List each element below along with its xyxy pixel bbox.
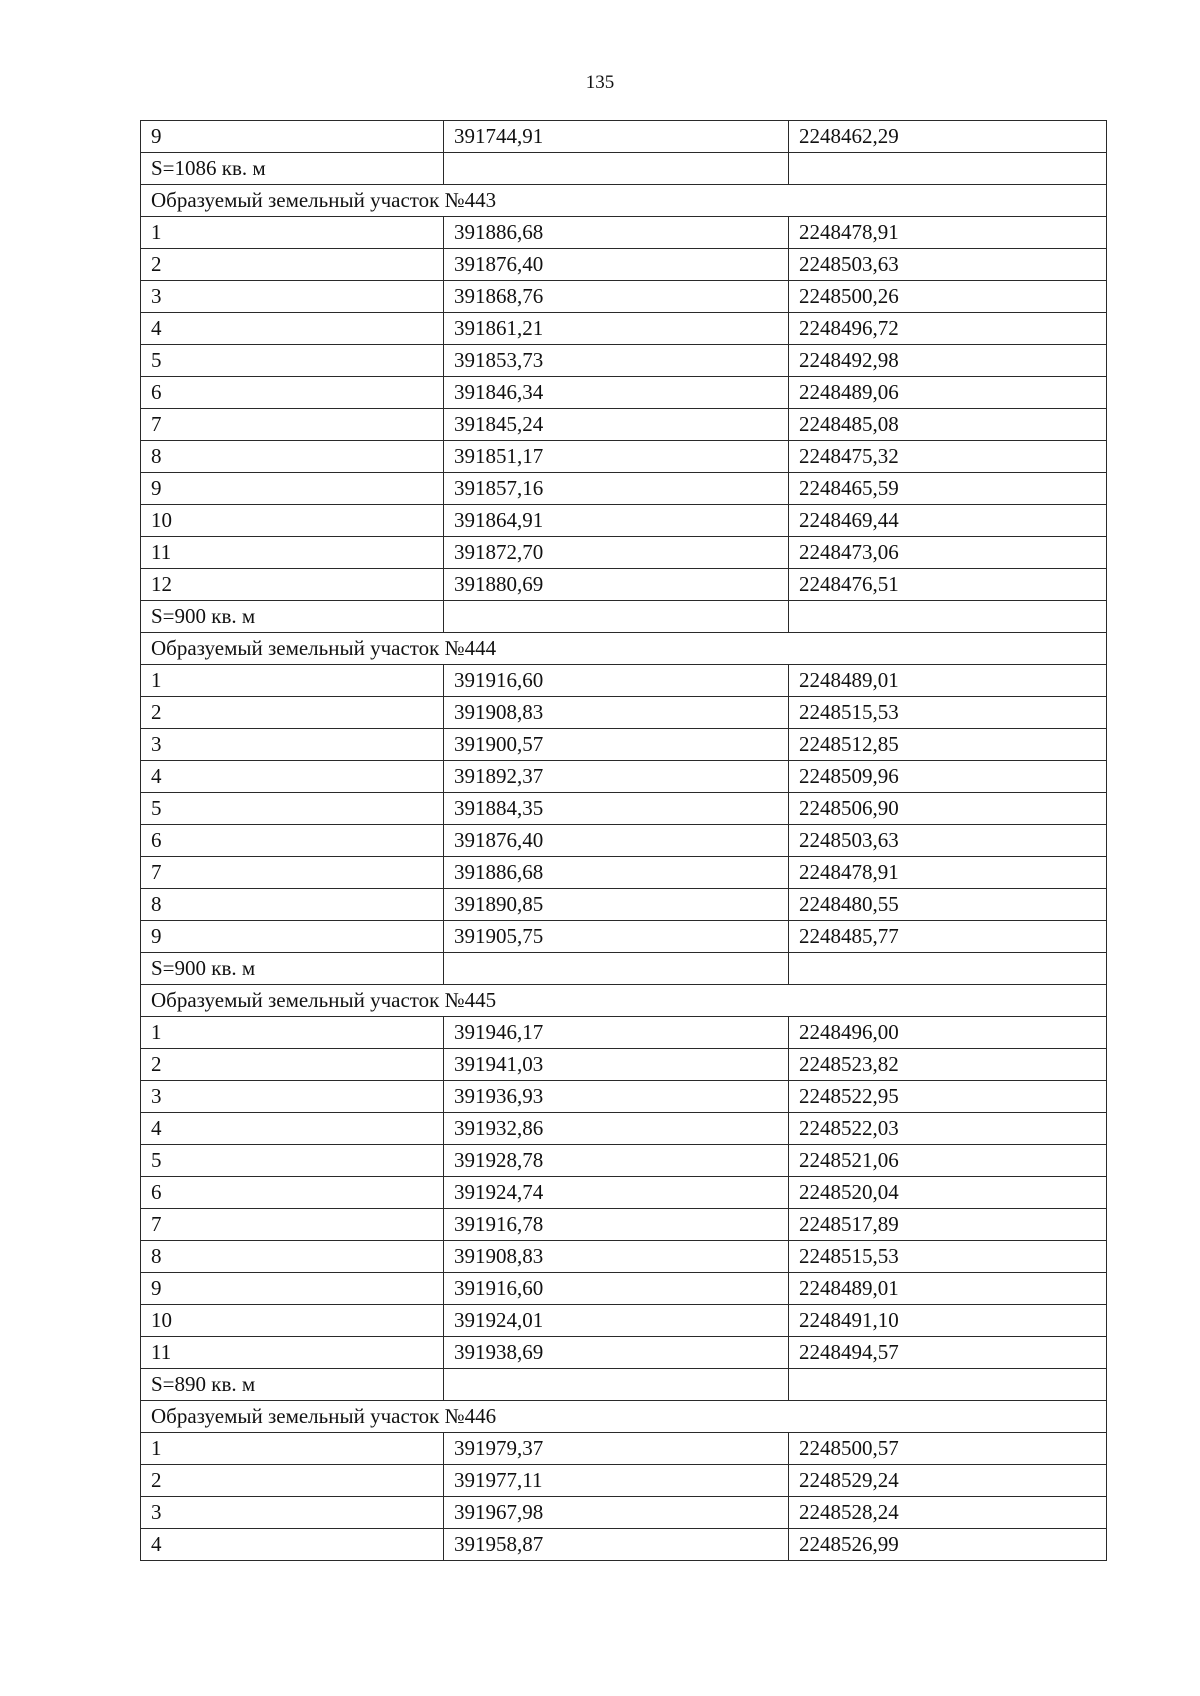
y-coordinate-cell: 2248475,32 <box>789 441 1107 473</box>
point-number-cell: 9 <box>141 1273 444 1305</box>
parcel-header-row <box>141 185 1107 217</box>
point-number-cell: 2 <box>141 1049 444 1081</box>
point-number-cell: 7 <box>141 1209 444 1241</box>
y-coordinate-cell: 2248517,89 <box>789 1209 1107 1241</box>
area-row <box>141 601 1107 633</box>
y-coordinate-cell: 2248503,63 <box>789 249 1107 281</box>
table-row <box>141 409 1107 441</box>
x-coordinate-cell: 391905,75 <box>444 921 789 953</box>
point-number-cell: 1 <box>141 1433 444 1465</box>
table-row <box>141 1113 1107 1145</box>
table-row <box>141 281 1107 313</box>
x-coordinate-cell: 391941,03 <box>444 1049 789 1081</box>
point-number-cell: 12 <box>141 569 444 601</box>
table-row <box>141 1017 1107 1049</box>
point-number-cell: 2 <box>141 249 444 281</box>
area-row <box>141 153 1107 185</box>
point-number-cell: 1 <box>141 217 444 249</box>
x-coordinate-cell: 391916,60 <box>444 665 789 697</box>
y-coordinate-cell: 2248500,57 <box>789 1433 1107 1465</box>
x-coordinate-cell: 391880,69 <box>444 569 789 601</box>
empty-cell <box>444 601 789 633</box>
point-number-cell: 4 <box>141 1113 444 1145</box>
x-coordinate-cell: 391908,83 <box>444 697 789 729</box>
table-row <box>141 1337 1107 1369</box>
y-coordinate-cell: 2248492,98 <box>789 345 1107 377</box>
y-coordinate-cell: 2248520,04 <box>789 1177 1107 1209</box>
x-coordinate-cell: 391744,91 <box>444 121 789 153</box>
point-number-cell: 7 <box>141 409 444 441</box>
table-row <box>141 217 1107 249</box>
table-row <box>141 889 1107 921</box>
x-coordinate-cell: 391932,86 <box>444 1113 789 1145</box>
parcel-header-cell: Образуемый земельный участок №445 <box>141 985 1107 1017</box>
y-coordinate-cell: 2248489,01 <box>789 1273 1107 1305</box>
x-coordinate-cell: 391924,74 <box>444 1177 789 1209</box>
point-number-cell: 3 <box>141 729 444 761</box>
table-row <box>141 1497 1107 1529</box>
table-row <box>141 761 1107 793</box>
x-coordinate-cell: 391900,57 <box>444 729 789 761</box>
page-number: 135 <box>585 72 615 93</box>
x-coordinate-cell: 391938,69 <box>444 1337 789 1369</box>
y-coordinate-cell: 2248462,29 <box>789 121 1107 153</box>
point-number-cell: 8 <box>141 441 444 473</box>
area-cell: S=1086 кв. м <box>141 153 444 185</box>
area-row <box>141 953 1107 985</box>
table-row <box>141 121 1107 153</box>
point-number-cell: 3 <box>141 1497 444 1529</box>
table-row <box>141 377 1107 409</box>
y-coordinate-cell: 2248489,06 <box>789 377 1107 409</box>
point-number-cell: 2 <box>141 1465 444 1497</box>
y-coordinate-cell: 2248509,96 <box>789 761 1107 793</box>
y-coordinate-cell: 2248491,10 <box>789 1305 1107 1337</box>
table-row <box>141 1145 1107 1177</box>
table-row <box>141 441 1107 473</box>
table-row <box>141 697 1107 729</box>
point-number-cell: 10 <box>141 505 444 537</box>
x-coordinate-cell: 391876,40 <box>444 825 789 857</box>
y-coordinate-cell: 2248476,51 <box>789 569 1107 601</box>
y-coordinate-cell: 2248485,08 <box>789 409 1107 441</box>
empty-cell <box>789 1369 1107 1401</box>
table-row <box>141 1305 1107 1337</box>
x-coordinate-cell: 391857,16 <box>444 473 789 505</box>
point-number-cell: 11 <box>141 1337 444 1369</box>
x-coordinate-cell: 391908,83 <box>444 1241 789 1273</box>
y-coordinate-cell: 2248478,91 <box>789 857 1107 889</box>
table-row <box>141 825 1107 857</box>
x-coordinate-cell: 391886,68 <box>444 217 789 249</box>
y-coordinate-cell: 2248506,90 <box>789 793 1107 825</box>
point-number-cell: 3 <box>141 281 444 313</box>
point-number-cell: 9 <box>141 921 444 953</box>
point-number-cell: 11 <box>141 537 444 569</box>
point-number-cell: 1 <box>141 665 444 697</box>
table-row <box>141 473 1107 505</box>
point-number-cell: 7 <box>141 857 444 889</box>
table-row <box>141 1529 1107 1561</box>
table-row <box>141 313 1107 345</box>
point-number-cell: 2 <box>141 697 444 729</box>
y-coordinate-cell: 2248469,44 <box>789 505 1107 537</box>
y-coordinate-cell: 2248496,72 <box>789 313 1107 345</box>
point-number-cell: 4 <box>141 761 444 793</box>
table-row <box>141 345 1107 377</box>
table-row <box>141 249 1107 281</box>
y-coordinate-cell: 2248526,99 <box>789 1529 1107 1561</box>
y-coordinate-cell: 2248521,06 <box>789 1145 1107 1177</box>
parcel-header-row <box>141 1401 1107 1433</box>
point-number-cell: 6 <box>141 825 444 857</box>
y-coordinate-cell: 2248465,59 <box>789 473 1107 505</box>
point-number-cell: 5 <box>141 1145 444 1177</box>
y-coordinate-cell: 2248515,53 <box>789 697 1107 729</box>
area-row <box>141 1369 1107 1401</box>
empty-cell <box>444 953 789 985</box>
x-coordinate-cell: 391890,85 <box>444 889 789 921</box>
x-coordinate-cell: 391884,35 <box>444 793 789 825</box>
x-coordinate-cell: 391936,93 <box>444 1081 789 1113</box>
y-coordinate-cell: 2248480,55 <box>789 889 1107 921</box>
table-row <box>141 1209 1107 1241</box>
table-row <box>141 569 1107 601</box>
x-coordinate-cell: 391977,11 <box>444 1465 789 1497</box>
y-coordinate-cell: 2248529,24 <box>789 1465 1107 1497</box>
x-coordinate-cell: 391916,60 <box>444 1273 789 1305</box>
x-coordinate-cell: 391876,40 <box>444 249 789 281</box>
x-coordinate-cell: 391872,70 <box>444 537 789 569</box>
table-row <box>141 665 1107 697</box>
y-coordinate-cell: 2248503,63 <box>789 825 1107 857</box>
table-row <box>141 921 1107 953</box>
table-row <box>141 857 1107 889</box>
point-number-cell: 9 <box>141 121 444 153</box>
coordinates-table-body <box>141 121 1107 1561</box>
table-row <box>141 1177 1107 1209</box>
x-coordinate-cell: 391868,76 <box>444 281 789 313</box>
parcel-header-row <box>141 633 1107 665</box>
empty-cell <box>789 953 1107 985</box>
point-number-cell: 1 <box>141 1017 444 1049</box>
point-number-cell: 8 <box>141 889 444 921</box>
empty-cell <box>444 153 789 185</box>
parcel-header-row <box>141 985 1107 1017</box>
x-coordinate-cell: 391924,01 <box>444 1305 789 1337</box>
table-row <box>141 1433 1107 1465</box>
x-coordinate-cell: 391864,91 <box>444 505 789 537</box>
y-coordinate-cell: 2248512,85 <box>789 729 1107 761</box>
table-row <box>141 1241 1107 1273</box>
table-row <box>141 729 1107 761</box>
point-number-cell: 4 <box>141 1529 444 1561</box>
table-row <box>141 1049 1107 1081</box>
y-coordinate-cell: 2248494,57 <box>789 1337 1107 1369</box>
y-coordinate-cell: 2248489,01 <box>789 665 1107 697</box>
point-number-cell: 3 <box>141 1081 444 1113</box>
x-coordinate-cell: 391846,34 <box>444 377 789 409</box>
area-cell: S=890 кв. м <box>141 1369 444 1401</box>
point-number-cell: 6 <box>141 377 444 409</box>
y-coordinate-cell: 2248522,95 <box>789 1081 1107 1113</box>
table-row <box>141 1273 1107 1305</box>
point-number-cell: 10 <box>141 1305 444 1337</box>
x-coordinate-cell: 391967,98 <box>444 1497 789 1529</box>
y-coordinate-cell: 2248473,06 <box>789 537 1107 569</box>
point-number-cell: 9 <box>141 473 444 505</box>
x-coordinate-cell: 391886,68 <box>444 857 789 889</box>
y-coordinate-cell: 2248515,53 <box>789 1241 1107 1273</box>
point-number-cell: 5 <box>141 793 444 825</box>
x-coordinate-cell: 391979,37 <box>444 1433 789 1465</box>
x-coordinate-cell: 391845,24 <box>444 409 789 441</box>
x-coordinate-cell: 391853,73 <box>444 345 789 377</box>
y-coordinate-cell: 2248523,82 <box>789 1049 1107 1081</box>
area-cell: S=900 кв. м <box>141 953 444 985</box>
table-row <box>141 793 1107 825</box>
x-coordinate-cell: 391892,37 <box>444 761 789 793</box>
point-number-cell: 8 <box>141 1241 444 1273</box>
y-coordinate-cell: 2248496,00 <box>789 1017 1107 1049</box>
y-coordinate-cell: 2248478,91 <box>789 217 1107 249</box>
empty-cell <box>789 153 1107 185</box>
table-row <box>141 1465 1107 1497</box>
parcel-header-cell: Образуемый земельный участок №444 <box>141 633 1107 665</box>
point-number-cell: 6 <box>141 1177 444 1209</box>
x-coordinate-cell: 391928,78 <box>444 1145 789 1177</box>
x-coordinate-cell: 391946,17 <box>444 1017 789 1049</box>
coordinates-table <box>140 120 1107 1561</box>
y-coordinate-cell: 2248522,03 <box>789 1113 1107 1145</box>
parcel-header-cell: Образуемый земельный участок №446 <box>141 1401 1107 1433</box>
x-coordinate-cell: 391958,87 <box>444 1529 789 1561</box>
empty-cell <box>444 1369 789 1401</box>
y-coordinate-cell: 2248500,26 <box>789 281 1107 313</box>
y-coordinate-cell: 2248485,77 <box>789 921 1107 953</box>
parcel-header-cell: Образуемый земельный участок №443 <box>141 185 1107 217</box>
empty-cell <box>789 601 1107 633</box>
area-cell: S=900 кв. м <box>141 601 444 633</box>
x-coordinate-cell: 391851,17 <box>444 441 789 473</box>
table-row <box>141 537 1107 569</box>
y-coordinate-cell: 2248528,24 <box>789 1497 1107 1529</box>
point-number-cell: 5 <box>141 345 444 377</box>
x-coordinate-cell: 391916,78 <box>444 1209 789 1241</box>
x-coordinate-cell: 391861,21 <box>444 313 789 345</box>
table-row <box>141 1081 1107 1113</box>
table-row <box>141 505 1107 537</box>
point-number-cell: 4 <box>141 313 444 345</box>
